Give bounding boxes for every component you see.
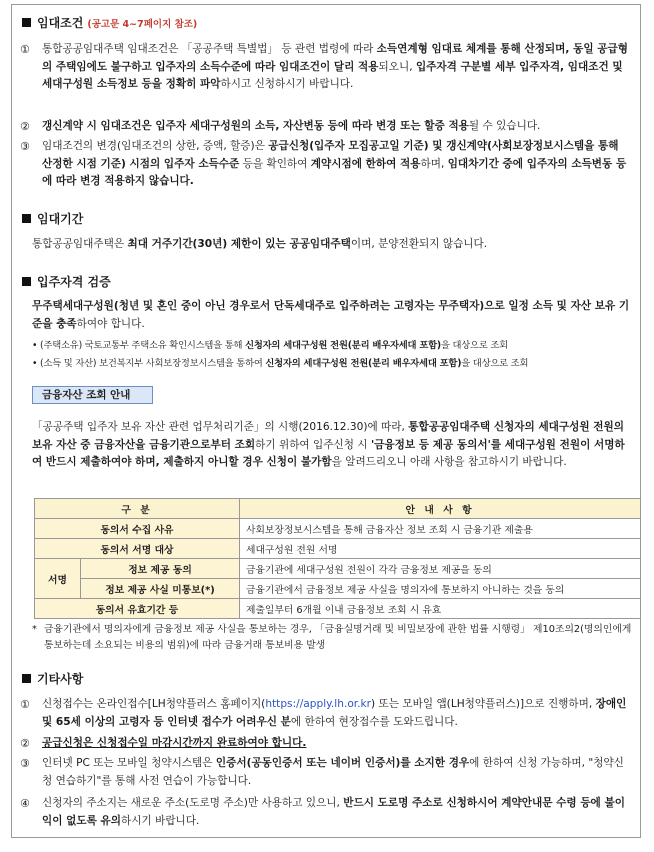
text-segment: 인터넷 PC 또는 모바일 청약시스템은	[42, 757, 216, 769]
text-segment: 을 대상으로 조회	[461, 358, 529, 369]
text-segment: 하며,	[420, 157, 448, 170]
emphasis-text: 소득연계형 임대료 체계를 통해 산정되며, 동일 공급형의 주택임에도 불구하고 입주자의 소득수준에 따라 임대조건이 달리 적용	[42, 43, 628, 73]
text-segment: 통합공공임대주택은	[32, 238, 128, 250]
table-row-value: 금융기관에서 금융정보 제공 사실을 명의자에 통보하지 아니하는 것을 동의	[240, 579, 641, 599]
table-group-label-signature: 서명	[35, 559, 81, 599]
text-segment: 을 대상으로 조회	[440, 340, 508, 351]
text-segment: 이며, 분양전환되지 않습니다.	[350, 238, 488, 250]
consent-info-table	[34, 498, 641, 619]
section-title-lease-conditions: 임대조건 (공고문 4~7페이지 참조)	[22, 14, 197, 31]
emphasis-text: '금융정보 등 제공 동의서'를 세대구성원 전원이 서명하여 반드시 제출하여야 하며, 제출하지 아니할 경우 신청이 불가함	[32, 438, 625, 468]
lease-condition-item-2: ② 갱신계약 시 임대조건은 입주자 세대구성원의 소득, 자산변동 등에 따라 변경 또는 할증 적용될 수 있습니다.	[20, 118, 632, 136]
table-row	[35, 519, 641, 539]
financial-asset-text	[32, 419, 634, 472]
emphasis-text: 무주택세대구성원(청년 및 혼인 중이 아닌 경우로서 단독세대주로 입주하려는 고령자는 무주택자)으로 일정 소득 및 자산 보유 기준을 충족	[32, 300, 630, 330]
table-row	[35, 539, 641, 559]
table-row-value: 금융기관에 세대구성원 전원이 각각 금융정보 제공을 동의	[240, 559, 641, 579]
eligibility-bullet-housing	[32, 337, 508, 351]
table-row	[35, 579, 641, 599]
emphasis-text: 통합공공임대주택 신청자의 세대구성원 전원의 보유 자산 중 금융자산을 금융기관으로부터 조회	[32, 421, 624, 451]
text-segment: 하시기 바랍니다.	[121, 814, 200, 827]
text-segment: 하기 위하여 입주신청 시	[255, 438, 371, 451]
emphasis-text: 장애인 및 65세 이상의 고령자 등 인터넷 접수가 어려우신 분	[42, 698, 627, 728]
text-segment: 등을 확인하여	[239, 157, 311, 170]
square-bullet-icon	[22, 214, 31, 223]
emphasis-text: 반드시 도로명 주소로 신청하시어 계약안내문 수령 등에 불이익이 없도록 유의	[42, 797, 625, 827]
table-row-value: 사회보장정보시스템을 통해 금융자산 정보 조회 시 금융기관 제출용	[240, 519, 641, 539]
text-segment: 을 알려드리오니 아래 사항을 참고하시기 바랍니다.	[331, 456, 567, 468]
table-row-label: 동의서 서명 대상	[35, 539, 240, 559]
item-text	[42, 755, 632, 790]
homepage-link[interactable]: https://apply.lh.or.kr	[265, 698, 372, 710]
lease-condition-item-3: ③ 임대조건의 변경(임대조건의 상한, 증액, 할증)은 공급신청(입주자 모집공고일 기준) 및 갱신계약(사회보장정보시스템을 통해 산정한 시점 기준) 시점의 입주자 소득수준 등을 확인하여 계약시점에 한하여 적용하며, 임대차기간 중에 입주자의 소득변동 등에 따라 변경 적용하지 않습니다.	[20, 138, 632, 191]
text-segment: 하시고 신청하시기 바랍니다.	[220, 78, 354, 90]
financial-asset-tag: 금융자산 조회 안내	[32, 386, 153, 404]
text-segment: • (주택소유) 국토교통부 주택소유 확인시스템을 통해	[32, 340, 246, 351]
text-segment: 에 한하여 신청 가능하며, "청약신청 연습하기"를 통해 사전 연습이 가능합니다.	[42, 757, 624, 787]
page-reference: (공고문 4~7페이지 참조)	[87, 19, 198, 30]
text-segment: 통합공공임대주택 임대조건은 「공공주택 특별법」 등 관련 법령에 따라	[42, 43, 377, 55]
text-segment: 신청자의 주소지는 새로운 주소(도로명 주소)만 사용하고 있으니,	[42, 797, 344, 809]
item-text	[42, 118, 632, 136]
table-row-label: 동의서 유효기간 등	[35, 599, 240, 619]
square-bullet-icon	[22, 277, 31, 286]
others-item-3: ③ 인터넷 PC 또는 모바일 청약시스템은 인증서(공동인증서 또는 네이버 인증서)를 소지한 경우에 한하여 신청 가능하며, "청약신청 연습하기"를 통해 사전 연습이 가능합니다.	[20, 755, 632, 790]
others-item-2: ② 공급신청은 신청접수일 마감시간까지 완료하여야 합니다.	[20, 735, 632, 753]
emphasis-text: 인증서(공동인증서 또는 네이버 인증서)를 소지한 경우	[215, 757, 470, 769]
emphasis-text: 임대차기간 중에 입주자의 소득변동 등에 따라 변경 적용하지 않습니다.	[42, 157, 627, 187]
eligibility-text	[32, 298, 634, 333]
emphasis-text: 계약시점에 한하여 적용	[310, 157, 421, 170]
emphasis-text: 신청자의 세대구성원 전원(분리 배우자세대 포함)	[265, 358, 462, 369]
item-text	[42, 41, 632, 94]
item-text	[42, 138, 632, 191]
table-row	[35, 559, 641, 579]
table-row-label: 정보 제공 동의	[81, 559, 240, 579]
item-text	[42, 735, 632, 753]
text-segment: 되오니,	[378, 60, 416, 73]
emphasis-text: 공급신청은 신청접수일 마감시간까지 완료하여야 합니다.	[42, 737, 307, 749]
text-segment: 신청접수는 온라인접수[LH청약플러스 홈페이지(	[42, 698, 266, 710]
section-title-eligibility: 입주자격 검증	[22, 273, 111, 290]
text-segment: ) 또는 모바일 앱(LH청약플러스)]으로 진행하며,	[371, 698, 596, 710]
text-segment: 하여야 합니다.	[76, 317, 145, 330]
square-bullet-icon	[22, 18, 31, 27]
lease-condition-item-1: ① 통합공공임대주택 임대조건은 「공공주택 특별법」 등 관련 법령에 따라 소득연계형 임대료 체계를 통해 산정되며, 동일 공급형의 주택임에도 불구하고 입주자의 소득수준에 따라 임대조건이 달리 적용되오니, 입주자격 구분별 세부 입주자격, 임대조건 및 세대구성원 소득정보 등을 정확히 파악하시고 신청하시기 바랍니다.	[20, 41, 632, 94]
table-row-value: 제출일부터 6개월 이내 금융정보 조회 시 유효	[240, 599, 641, 619]
text-segment: 될 수 있습니다.	[468, 120, 541, 132]
emphasis-text: 신청자의 세대구성원 전원(분리 배우자세대 포함)	[245, 340, 441, 351]
text-segment: 임대조건의 변경(임대조건의 상한, 증액, 할증)은	[42, 140, 269, 152]
item-text	[42, 795, 632, 830]
emphasis-text: 공급신청(입주자 모집공고일 기준) 및 갱신계약(사회보장정보시스템을 통해 산정한 시점 기준) 시점의 입주자 소득수준	[42, 140, 619, 170]
section-title-lease-period: 임대기간	[22, 210, 83, 227]
notice-frame	[11, 4, 641, 838]
table-header-guide: 안 내 사 항	[240, 499, 641, 519]
item-text	[42, 696, 632, 731]
table-row	[35, 599, 641, 619]
others-item-1: ① 신청접수는 온라인접수[LH청약플러스 홈페이지(https://apply.lh.or.kr) 또는 모바일 앱(LH청약플러스)]으로 진행하며, 장애인 및 65세 이상의 고령자 등 인터넷 접수가 어려우신 분에 한하여 현장접수를 도와드립니다.	[20, 696, 632, 731]
eligibility-bullet-income	[32, 355, 528, 369]
lease-period-text	[32, 236, 632, 254]
table-row-value: 세대구성원 전원 서명	[240, 539, 641, 559]
text-segment: 「공공주택 입주자 보유 자산 관련 업무처리기준」의 시행(2016.12.30)에 따라,	[32, 421, 409, 433]
table-header-category: 구 분	[35, 499, 240, 519]
table-header-row	[35, 499, 641, 519]
text-segment: 에 한하여 현장접수를 도와드립니다.	[290, 715, 458, 728]
table-row-label: 정보 제공 사실 미통보(*)	[81, 579, 240, 599]
emphasis-text: 최대 거주기간(30년) 제한이 있는 공공임대주택	[127, 238, 351, 250]
square-bullet-icon	[22, 674, 31, 683]
others-item-4: ④ 신청자의 주소지는 새로운 주소(도로명 주소)만 사용하고 있으니, 반드시 도로명 주소로 신청하시어 계약안내문 수령 등에 불이익이 없도록 유의하시기 바랍니다.	[20, 795, 632, 830]
table-row-label: 동의서 수집 사유	[35, 519, 240, 539]
section-title-others: 기타사항	[22, 670, 83, 687]
text-segment: • (소득 및 자산) 보건복지부 사회보장정보시스템을 통하여	[32, 358, 266, 369]
emphasis-text: 갱신계약 시 임대조건은 입주자 세대구성원의 소득, 자산변동 등에 따라 변경 또는 할증 적용	[42, 120, 469, 132]
emphasis-text: 입주자격 구분별 세부 입주자격, 임대조건 및 세대구성원 소득정보 등을 정확히 파악	[42, 60, 623, 90]
table-footnote: * 금융기관에서 명의자에게 금융정보 제공 사실을 통보하는 경우, 「금융실명거래 및 비밀보장에 관한 법률 시행령」 제10조의2(명의인에게 통보하는데 소요되는 비용의 범위)에 따라 금융거래 통보비용 발생	[32, 624, 632, 651]
